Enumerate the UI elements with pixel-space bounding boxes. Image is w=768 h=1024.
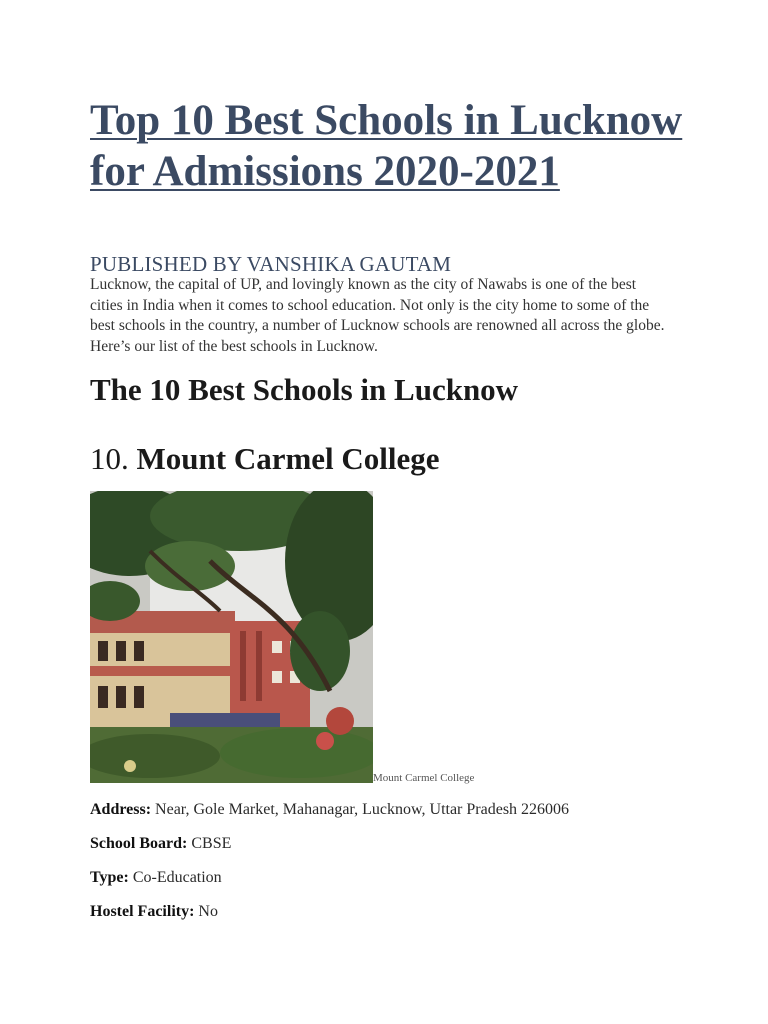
image-caption: Mount Carmel College <box>373 772 475 784</box>
school-photo <box>90 491 373 783</box>
address-value: Near, Gole Market, Mahanagar, Lucknow, Uttar Pradesh 226006 <box>155 801 570 818</box>
school-name: Mount Carmel College <box>136 441 440 476</box>
type-value: Co-Education <box>132 869 222 886</box>
article-title[interactable]: Top 10 Best Schools in Lucknow for Admissions 2020-2021 <box>90 97 683 195</box>
section-heading: The 10 Best Schools in Lucknow <box>90 372 519 407</box>
board-value: CBSE <box>191 835 232 852</box>
address-field <box>90 800 569 820</box>
type-label: Type: <box>90 869 129 886</box>
hostel-label: Hostel Facility: <box>90 903 195 920</box>
hostel-value: No <box>198 903 218 920</box>
school-photo-image <box>90 491 373 783</box>
hostel-field <box>90 902 218 922</box>
intro-paragraph: Lucknow, the capital of UP, and lovingly known as the city of Nawabs is one of the best cities in India when it comes to school education. Not only is the city home to some of the best schools in the country, a number of Lucknow schools are renowned all across the globe. Here’s our list of the best schools in Lucknow. <box>90 276 665 355</box>
board-field <box>90 834 231 854</box>
byline: PUBLISHED BY VANSHIKA GAUTAM <box>90 252 452 276</box>
school-rank: 10. <box>90 441 129 476</box>
address-label: Address: <box>90 801 152 818</box>
type-field <box>90 868 222 888</box>
school-heading <box>90 440 440 478</box>
board-label: School Board: <box>90 835 188 852</box>
